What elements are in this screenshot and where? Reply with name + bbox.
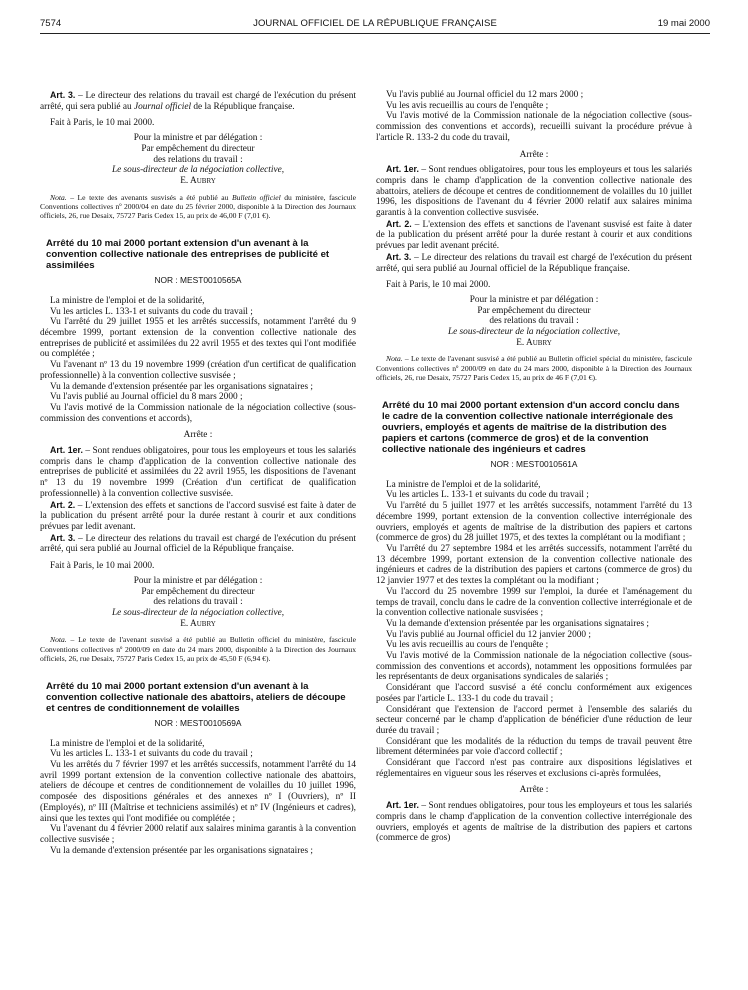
article: Art. 2. – L'extension des effets et sanctions de l'avenant susvisé est faite à dater de la publication du présent arrêté pour la durée restant à courir et aux conditions prévues par ledit avenant précité. [376, 218, 692, 252]
visa-line: Vu l'avis publié au Journal officiel du 12 janvier 2000 ; [386, 629, 591, 640]
arrete-heading: Arrête : [519, 785, 549, 796]
nor-reference: NOR : MESТ0010569A [154, 717, 242, 728]
article: Art. 3. – Le directeur des relations du travail est chargé de l'exécution du présent arrêté, qui sera publié au Journal officiel de la République française. [40, 90, 356, 112]
visa-line: Vu l'avis publié au Journal officiel du 12 mars 2000 ; [386, 90, 584, 100]
fait-a-paris: Fait à Paris, le 10 mai 2000. [50, 118, 155, 129]
visa-line: Vu les articles L. 133-1 et suivants du code du travail ; [50, 306, 253, 317]
header-rule [40, 33, 710, 34]
fait-a-paris: Fait à Paris, le 10 mai 2000. [50, 561, 155, 572]
arrete-heading: Arrête : [519, 149, 549, 160]
visa-line: Vu la demande d'extension présentée par les organisations signataires ; [50, 845, 313, 856]
signature-block: Pour la ministre et par délégation : Par empêchement du directeur des relations du travail : Le sous-directeur de la négociation collective, E. Aubry [447, 294, 621, 348]
visa-line: Vu l'arrêté du 5 juillet 1977 et les arrêtés successifs, notamment l'arrêté du 13 décembre 1999, portant extension de la convention collective interrégionale des ouvriers, employés et agents de maîtrise de la distribution des papiers et cartons (commerce de gros) du 28 juillet 1975, et des textes la complétant ou la modifiant ; [376, 501, 692, 544]
section-title: Arrêté du 10 mai 2000 portant extension d'un avenant à la convention collective nationale des entreprises de publicité et assimilées [46, 238, 330, 272]
visa-line: La ministre de l'emploi et de la solidarité, [386, 479, 541, 490]
issue-date: 19 mai 2000 [657, 18, 710, 29]
visa-line: Considérant que l'extension de l'accord permet à l'ensemble des salariés du secteur concerné par le champ d'application de bénéficier d'une réduction de leur durée du travail ; [376, 704, 692, 736]
visa-line: Considérant que les modalités de la réduction du temps de travail peuvent être librement déterminées par voie d'accord collectif ; [376, 736, 692, 758]
visa-line: Vu les articles L. 133-1 et suivants du code du travail ; [50, 749, 253, 760]
visa-list [40, 739, 356, 857]
section-title: Arrêté du 10 mai 2000 portant extension d'un accord conclu dans le cadre de la convention collective nationale interrégionale des ouvriers, employés et agents de maîtrise de la distribution des papiers et cartons (commerce de gros) et de la convention collective nationale des ingénieurs et cadres [382, 400, 680, 456]
visa-line: Vu l'avis publié au Journal officiel du 8 mars 2000 ; [50, 392, 243, 403]
page-number: 7574 [40, 18, 62, 29]
right-column [376, 90, 692, 844]
article: Art. 2. – L'extension des effets et sanctions de l'accord susvisé est faite à dater de la publication du présent arrêté pour la durée restant à courir et aux conditions prévues par ledit avenant. [40, 499, 356, 532]
article: Art. 1er. – Sont rendues obligatoires, pour tous les employeurs et tous les salariés compris dans le champ d'application de la convention collective interrégionale des ouvriers, employés et agents de maîtrise de la distribution des papiers et cartons (commerce de gros) [376, 800, 692, 844]
visa-line: Vu les avis recueillis au cours de l'enquête ; [386, 100, 549, 111]
visa-list [376, 90, 692, 144]
visa-line: Considérant que l'accord n'est pas contraire aux dispositions législatives et réglementaires en vigueur sous les réserves et exclusions ci-après formulées, [376, 758, 692, 779]
signature-block: Pour la ministre et par délégation : Par empêchement du directeur des relations du travail : Le sous-directeur de la négociation collective, E. Aubry [111, 575, 285, 629]
visa-line: Considérant que l'accord susvisé a été conclu conformément aux exigences posées par l'article L. 133-1 du code du travail ; [376, 683, 692, 704]
visa-line: La ministre de l'emploi et de la solidarité, [50, 738, 205, 749]
article: Art. 3. – Le directeur des relations du travail est chargé de l'exécution du présent arrêté, qui sera publié au Journal officiel de la République française. [376, 251, 692, 274]
article: Art. 1er. – Sont rendues obligatoires, pour tous les employeurs et tous les salariés compris dans le champ d'application de la convention collective nationale des entreprises de publicité et assimilées du 22 avril 1955, les dispositions de l'avenant nº 13 du 19 novembre 1999 (Création d'un certificat de qualification professionnelle) à la convention collective susvisée. [40, 445, 356, 499]
visa-line: Vu l'avenant nº 13 du 19 novembre 1999 (création d'un certificat de qualification professionnelle) à la convention collective susvisée ; [40, 360, 356, 381]
journal-title: JOURNAL OFFICIEL DE LA RÉPUBLIQUE FRANÇAISE [253, 18, 497, 29]
fait-a-paris: Fait à Paris, le 10 mai 2000. [386, 280, 491, 291]
article: Art. 1er. – Sont rendues obligatoires, pour tous les employeurs et tous les salariés compris dans le champ d'application de la convention collective nationale des abattoirs, ateliers de découpe et centres de conditionnement de volailles du 10 juillet 1996, les dispositions de l'avenant du 4 février 2000 relatif aux salaires minima garantis à la convention collective susvisée. [376, 164, 692, 219]
arrete-heading: Arrête : [183, 430, 213, 441]
page-header [40, 18, 710, 32]
signature-block: Pour la ministre et par délégation : Par empêchement du directeur des relations du travail : Le sous-directeur de la négociation collective, E. Aubry [111, 133, 285, 186]
visa-list [376, 480, 692, 780]
visa-line: Vu l'accord du 25 novembre 1999 sur l'emploi, la durée et l'aménagement du temps de travail, conclu dans le cadre de la convention collective interrégionale et de la convention collective nationale susvisées ; [376, 586, 692, 619]
nota: Nota. – Le texte des avenants susvisés a été publié au Bulletin officiel du ministère, fascicule Conventions collectives nº 2000/04 en date du 25 février 2000, disponible à la Direction des Journaux officiels, 26, rue Desaix, 75727 Paris Cedex 15, au prix de 46,00 F (7,01 €). [40, 192, 357, 221]
nor-reference: NOR : MESТ0010565A [154, 275, 242, 286]
visa-line: Vu l'avis motivé de la Commission nationale de la négociation collective (sous-commission des conventions et accords), [40, 402, 356, 424]
visa-line: La ministre de l'emploi et de la solidarité, [50, 295, 205, 306]
section-title: Arrêté du 10 mai 2000 portant extension d'un avenant à la convention collective nationale des abattoirs, ateliers de découpe et centres de conditionnement de volailles [46, 680, 346, 714]
left-column [40, 90, 356, 856]
visa-line: Vu l'arrêté du 29 juillet 1955 et les arrêtés successifs, notamment l'arrêté du 9 décembre 1999, portant extension de la convention collective nationale des entreprises de publicité et assimilées du 22 avril 1955 et des textes qui l'ont modifiée ou complétée ; [40, 317, 356, 360]
visa-line: Vu la demande d'extension présentée par les organisations signataires ; [386, 618, 649, 629]
nor-reference: NOR : MESТ0010561A [490, 459, 578, 470]
visa-line: Vu l'avenant du 4 février 2000 relatif aux salaires minima garantis à la convention collective susvisée ; [40, 824, 356, 845]
visa-line: Vu la demande d'extension présentée par les organisations signataires ; [50, 381, 313, 392]
visa-line: Vu les arrêtés du 7 février 1997 et les arrêtés successifs, notamment l'arrêté du 14 avril 1999 portant extension de la convention collective nationale des abattoirs, ateliers de découpe et centres de conditionnement de volailles du 10 juillet 1996, composée des dispositions générales et des annexes nº I (Ouvriers), nº II (Employés), nº III (Maîtrise et techniciens assimilés) et nº IV (Ingénieurs et cadres), ainsi que les textes qui l'ont modifiée ou complétée ; [40, 760, 356, 824]
nota: Nota. – Le texte de l'avenant susvisé a été publié au Bulletin officiel du ministère, fascicule Conventions collectives nº 2000/09 en date du 24 mars 2000, disponible à la Direction des Journaux officiels, 26, rue Desaix, 75727 Paris Cedex 15, au prix de 45,50 F (6,94 €). [40, 635, 356, 663]
visa-line: Vu l'avis motivé de la Commission nationale de la négociation collective (sous-commission des conventions et accords), recueilli suivant la procédure prévue à l'article R. 133-2 du code du travail, [376, 111, 692, 143]
article: Art. 3. – Le directeur des relations du travail est chargé de l'exécution du présent arrêté, qui sera publié au Journal officiel de la République française. [40, 532, 356, 555]
nota: Nota. – Le texte de l'avenant susvisé a été publié au Bulletin officiel spécial du ministère, fascicule Conventions collectives nº 2000/09 en date du 24 mars 2000, disponible à la Direction des Journaux officiels, 26, rue Desaix, 75727 Paris Cedex 15, au prix de 46 F (7,01 €). [376, 354, 692, 382]
visa-list [40, 296, 356, 424]
visa-line: Vu les avis recueillis au cours de l'enquête ; [386, 640, 549, 651]
visa-line: Vu les articles L. 133-1 et suivants du code du travail ; [386, 490, 589, 501]
visa-line: Vu l'avis motivé de la Commission nationale de la négociation collective (sous-commission des conventions et accords), notamment les oppositions formulées par les représentants de deux organisations syndicales de salariés ; [376, 651, 692, 683]
visa-line: Vu l'arrêté du 27 septembre 1984 et les arrêtés successifs, notamment l'arrêté du 13 décembre 1999, portant extension de la convention collective nationale des ingénieurs et cadres de la distribution des papiers et cartons (commerce de gros) du 12 janvier 1977 et des textes la complétant ou la modifiant ; [376, 544, 692, 587]
